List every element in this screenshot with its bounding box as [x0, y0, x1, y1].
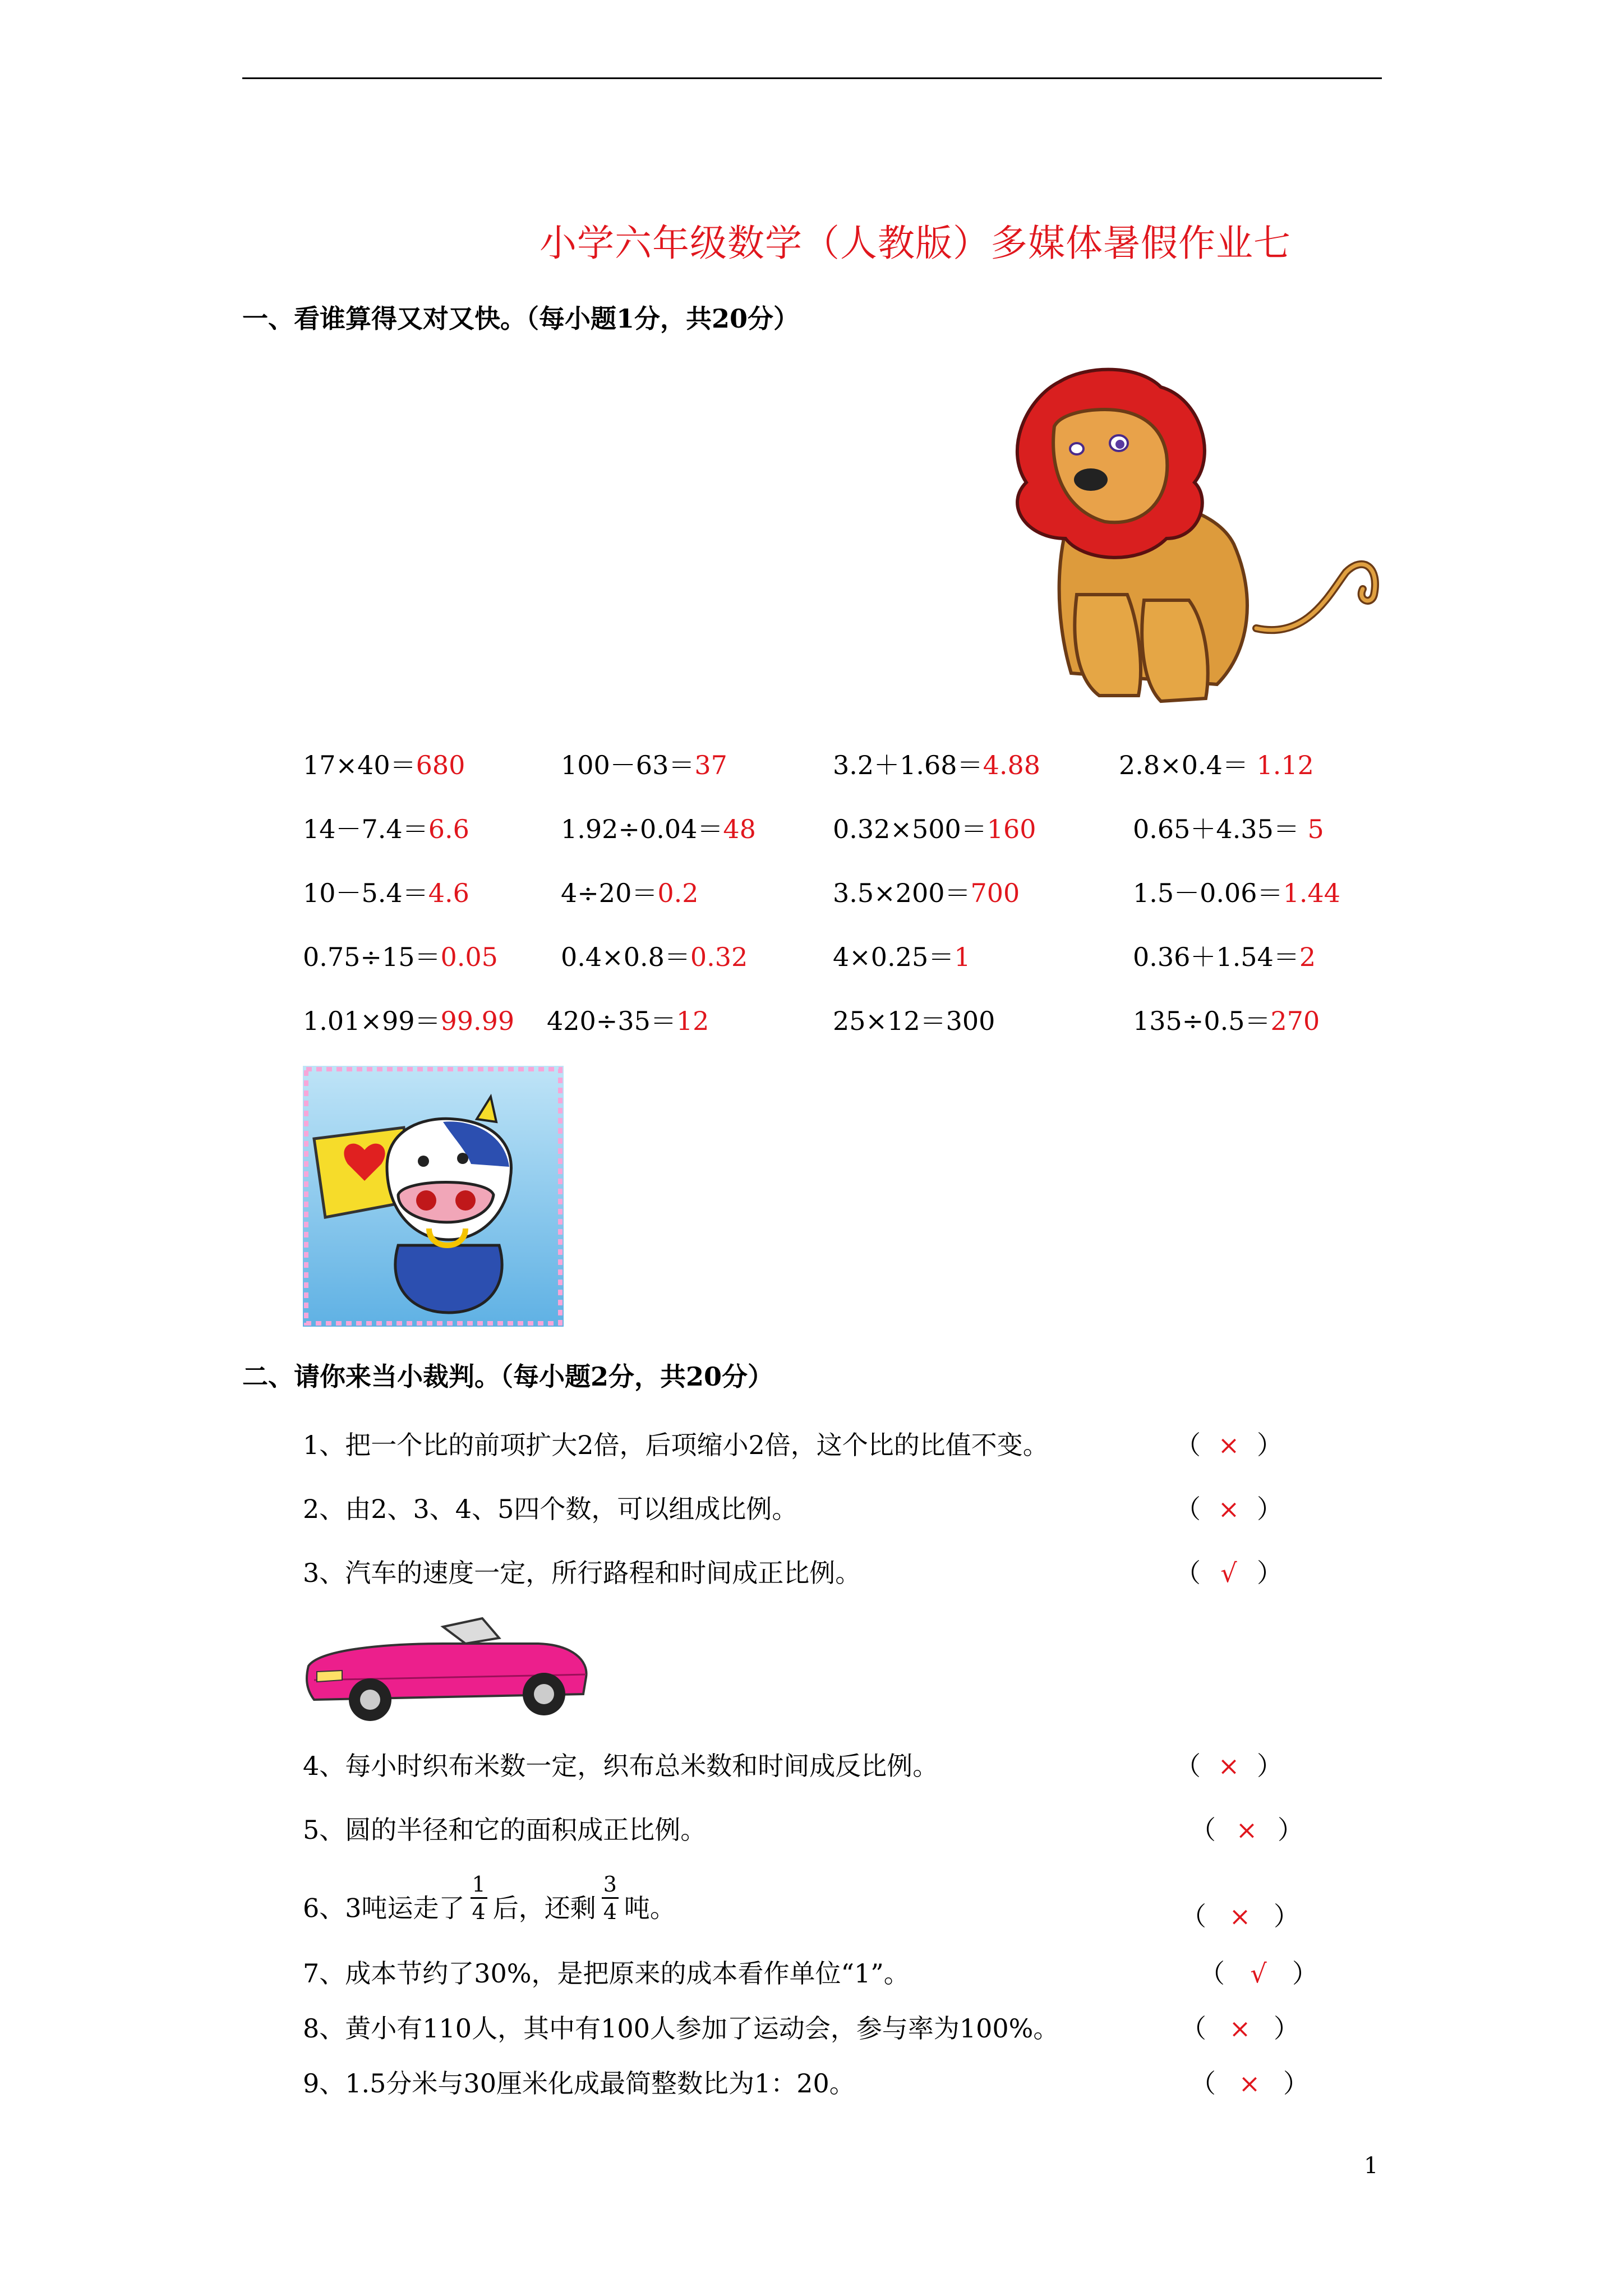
equation: 0.65＋4.35＝ 5 [1133, 814, 1324, 844]
answer-mark: （ × ） [1181, 1901, 1299, 1931]
equation: 3.5×200＝700 [833, 878, 1020, 908]
equation: 420÷35＝12 [547, 1006, 709, 1036]
equation: 0.32×500＝160 [833, 814, 1036, 844]
equation: 0.75÷15＝0.05 [303, 942, 498, 972]
answer-mark: （ × ） [1181, 2013, 1299, 2044]
judge-question: 6、3吨运走了 $\frac{1}{4}$ 后，还剩 $\frac{3}{4}$ 吨。 [303, 1872, 676, 1924]
judge-question: 3、汽车的速度一定，所行路程和时间成正比例。 [303, 1558, 861, 1588]
equation: 135÷0.5＝270 [1133, 1006, 1320, 1036]
answer-mark: （ × ） [1190, 1815, 1303, 1845]
equation: 1.92÷0.04＝48 [561, 814, 756, 844]
judge-question: 4、每小时织布米数一定，织布总米数和时间成反比例。 [303, 1751, 939, 1781]
lion-illustration [993, 359, 1385, 718]
judge-question: 8、黄小有110人，其中有100人参加了运动会，参与率为100%。 [303, 2013, 1059, 2044]
judge-question: 9、1.5分米与30厘米化成最简整数比为1：20。 [303, 2068, 855, 2099]
judge-question: 5、圆的半径和它的面积成正比例。 [303, 1815, 707, 1845]
equation: 4÷20＝0.2 [561, 878, 699, 908]
answer-mark: （ √ ） [1175, 1558, 1283, 1588]
judge-question: 1、把一个比的前项扩大2倍，后项缩小2倍，这个比的比值不变。 [303, 1430, 1049, 1460]
equation: 1.01×99＝99.99 [303, 1006, 515, 1036]
section1-heading: 一、看谁算得又对又快。（每小题1分，共20分） [242, 303, 800, 334]
pink-car-illustration [303, 1604, 594, 1728]
equation: 100－63＝37 [561, 750, 727, 780]
equation: 2.8×0.4＝ 1.12 [1119, 750, 1314, 780]
page-number: 1 [1364, 2153, 1378, 2179]
answer-mark: （ × ） [1175, 1751, 1283, 1781]
judge-question: 7、成本节约了30%，是把原来的成本看作单位“1”。 [303, 1958, 910, 1989]
equation: 25×12＝300 [833, 1006, 995, 1036]
header-rule [242, 77, 1382, 79]
equation: 3.2＋1.68＝4.88 [833, 750, 1040, 780]
answer-mark: （ × ） [1190, 2068, 1309, 2099]
equation: 17×40＝680 [303, 750, 465, 780]
equation: 14－7.4＝6.6 [303, 814, 469, 844]
fraction-three-quarters: $\frac{3}{4}$ [602, 1874, 619, 1922]
equation: 4×0.25＝1 [833, 942, 971, 972]
cow-illustration [303, 1066, 564, 1327]
answer-mark: （ √ ） [1199, 1958, 1318, 1989]
section2-heading: 二、请你来当小裁判。（每小题2分，共20分） [242, 1361, 774, 1392]
page-title: 小学六年级数学（人教版）多媒体暑假作业七 [540, 222, 1291, 265]
equation: 0.36＋1.54＝2 [1133, 942, 1316, 972]
fraction-one-quarter: $\frac{1}{4}$ [471, 1874, 487, 1922]
judge-question: 2、由2、3、4、5四个数，可以组成比例。 [303, 1494, 798, 1524]
equation: 10－5.4＝4.6 [303, 878, 469, 908]
answer-mark: （ × ） [1175, 1430, 1283, 1460]
equation: 0.4×0.8＝0.32 [561, 942, 748, 972]
equation: 1.5－0.06＝1.44 [1133, 878, 1340, 908]
answer-mark: （ × ） [1175, 1494, 1283, 1524]
